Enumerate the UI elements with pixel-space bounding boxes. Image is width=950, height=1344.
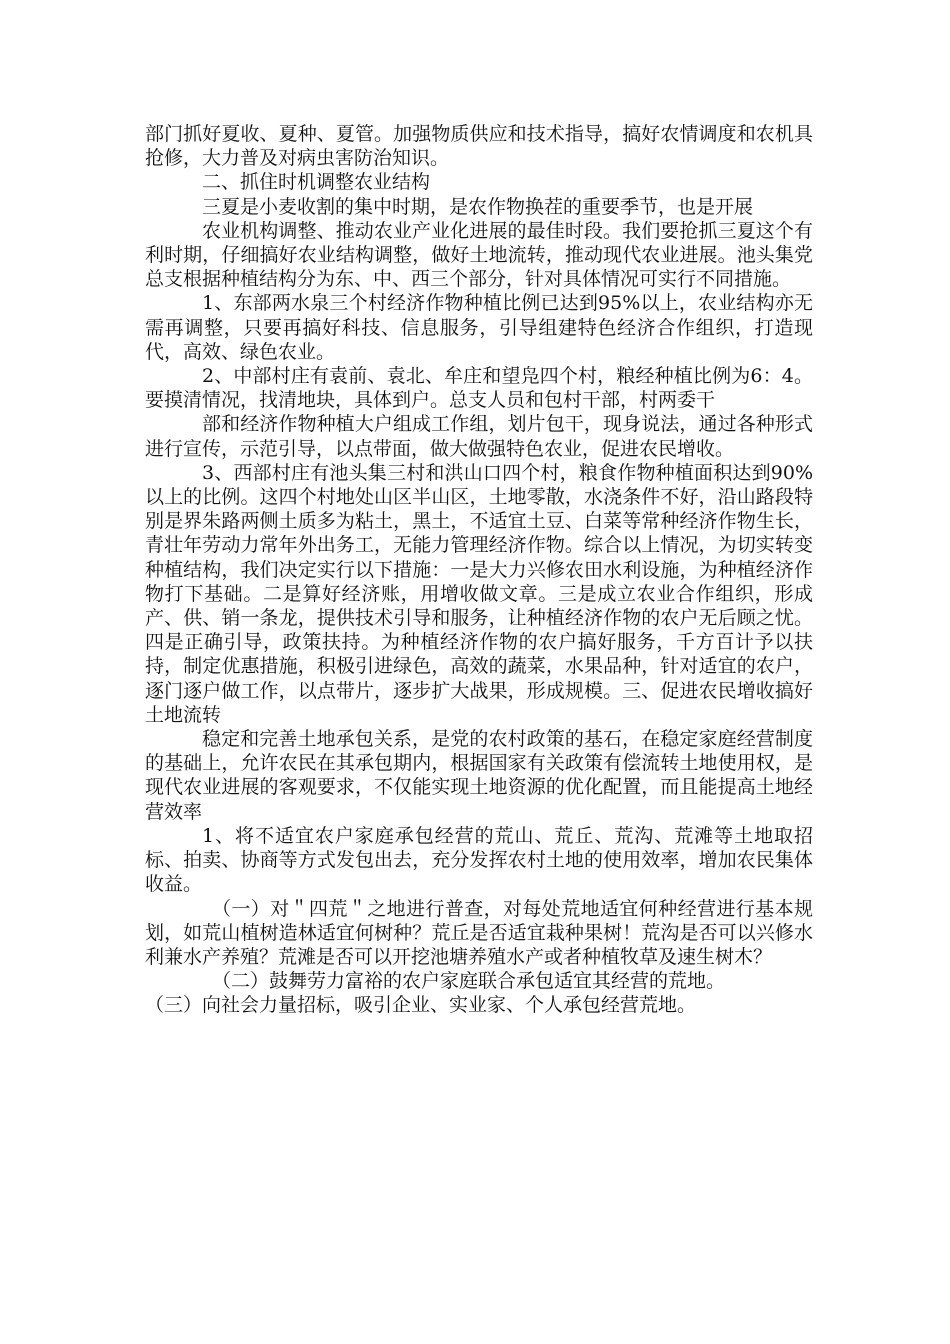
paragraph-1: 部门抓好夏收、夏种、夏管。加强物质供应和技术指导，搞好农情调度和农机具抢修，大力普及对病虫害防治知识。	[145, 123, 813, 170]
paragraph-west: 3、西部村庄有池头集三村和洪山口四个村，粮食作物种植面积达到90%以上的比例。这四个村地处山区半山区，土地零散，水浇条件不好，沿山路段特别是界朱路两侧土质多为粘土，黑土，不适宜土豆、白菜等常种经济作物生长，青壮年劳动力常年外出务工，无能力管理经济作物。综合以上情况，为切实转变种植结构，我们决定实行以下措施：一是大力兴修农田水利设施，为种植经济作物打下基础。二是算好经济账，用增收做文章。三是成立农业合作组织，形成产、供、销一条龙，提供技术引导和服务，让种植经济作物的农户无后顾之忧。四是正确引导，政策扶持。为种植经济作物的农户搞好服务，千方百计予以扶持，制定优惠措施，积极引进绿色，高效的蔬菜，水果品种，针对适宜的农户，逐门逐户做工作，以点带片，逐步扩大战果，形成规模。三、促进农民增收搞好土地流转	[145, 461, 813, 726]
paragraph-middle: 2、中部村庄有袁前、袁北、牟庄和望凫四个村，粮经种植比例为6：4。要摸清情况，找清地块，具体到户。总支人员和包村干部，村两委干	[145, 365, 813, 412]
paragraph-east: 1、东部两水泉三个村经济作物种植比例已达到95%以上，农业结构亦无需再调整，只要再搞好科技、信息服务，引导组建特色经济合作组织，打造现代，高效、绿色农业。	[145, 292, 813, 363]
document-body	[145, 122, 813, 1018]
paragraph-sub-1: （一）对＂四荒＂之地进行普查，对每处荒地适宜何种经营进行基本规划，如荒山植树造林适宜何树种？荒丘是否适宜栽种果树！荒沟是否可以兴修水利兼水产养殖？荒滩是否可以开挖池塘养殖水产或者种植牧草及速生树木？	[145, 897, 813, 968]
paragraph-middle-cont: 部和经济作物种植大户组成工作组，划片包干，现身说法，通过各种形式进行宣传，示范引导，以点带面，做大做强特色农业，促进农民增收。	[145, 413, 813, 460]
paragraph-3: 农业机构调整、推动农业产业化进展的最佳时段。我们要抢抓三夏这个有利时期，仔细搞好农业结构调整，做好土地流转，推动现代农业进展。池头集党总支根据种植结构分为东、中、西三个部分，针对具体情况可实行不同措施。	[145, 219, 813, 291]
paragraph-land-item-1: 1、将不适宜农户家庭承包经营的荒山、荒丘、荒沟、荒滩等土地取招标、拍卖、协商等方式发包出去，充分发挥农村土地的使用效率，增加农民集体收益。	[145, 824, 813, 896]
paragraph-sub-2: （二）鼓舞劳力富裕的农户家庭联合承包适宜其经营的荒地。	[212, 970, 726, 993]
paragraph-land: 稳定和完善土地承包关系，是党的农村政策的基石，在稳定家庭经营制度的基础上，允许农民在其承包期内，根据国家有关政策有偿流转土地使用权，是现代农业进展的客观要求，不仅能实现土地资源的优化配置，而且能提高土地经营效率	[145, 728, 813, 823]
paragraph-sub-3: （三）向社会力量招标，吸引企业、实业家、个人承包经营荒地。	[145, 994, 697, 1017]
paragraph-2: 三夏是小麦收割的集中时期，是农作物换茬的重要季节，也是开展	[202, 195, 754, 218]
section-heading-2: 二、抓住时机调整农业结构	[202, 171, 431, 194]
